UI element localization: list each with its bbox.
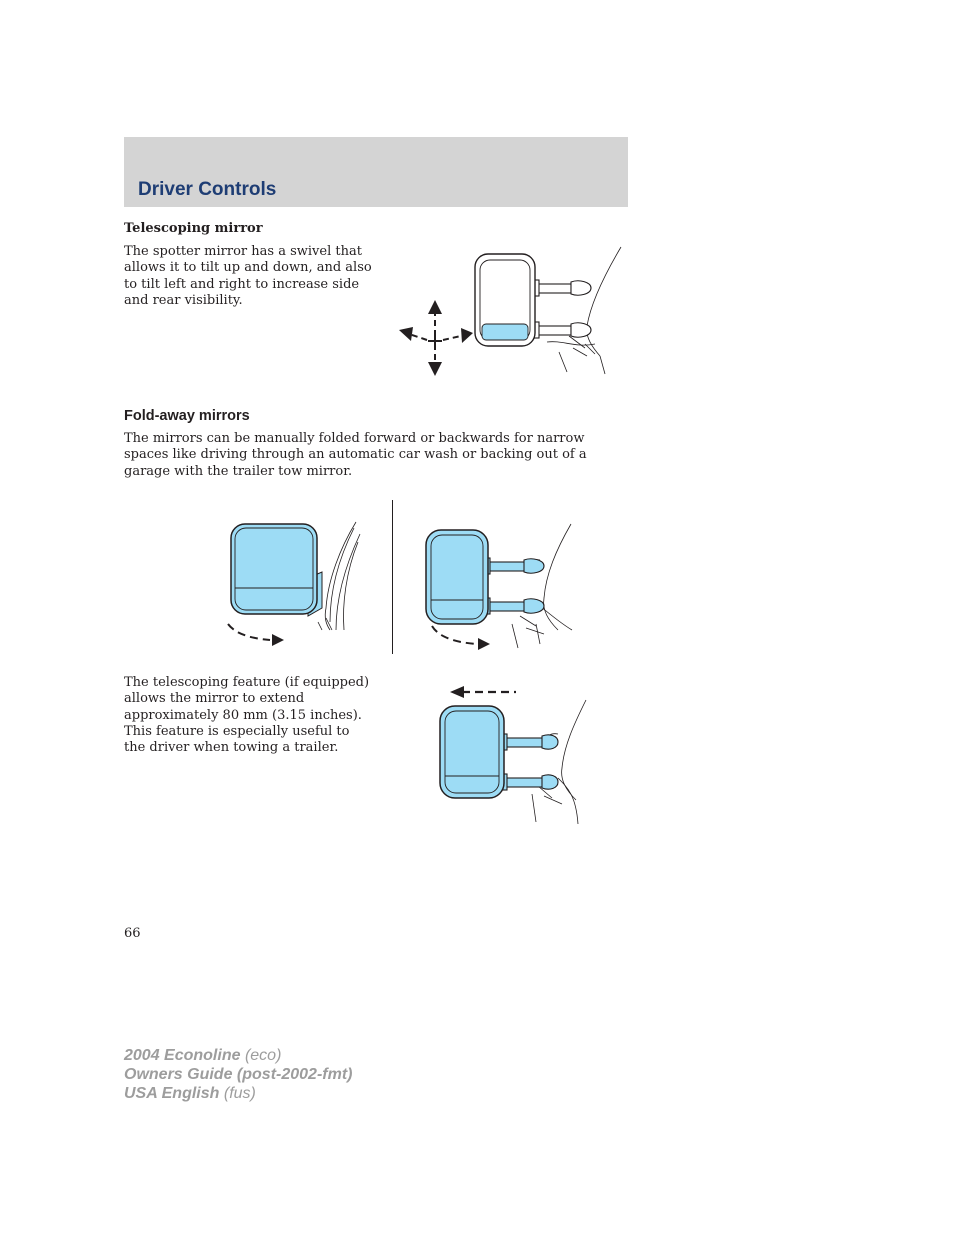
page-number: 66 — [124, 926, 141, 941]
folded-back-mirror-illustration — [420, 520, 575, 652]
telescoping-heading: Telescoping mirror — [124, 221, 263, 236]
foldaway-body: The mirrors can be manually folded forward or backwards for narrow spaces like driving through an automatic car wash or backing out of a garage with the trailer tow mirror. — [124, 431, 587, 479]
figure-divider — [392, 500, 393, 654]
footer-line-1 — [124, 1046, 352, 1065]
document-footer — [124, 1046, 352, 1103]
section-title: Driver Controls — [138, 179, 277, 200]
footer-language: USA English — [124, 1085, 220, 1102]
footer-guide: Owners Guide (post-2002-fmt) — [124, 1066, 353, 1083]
section-header — [124, 137, 628, 207]
footer-model: 2004 Econoline — [124, 1047, 241, 1064]
footer-line-2 — [124, 1065, 352, 1084]
folded-mirror-illustration — [222, 518, 372, 650]
telescoping-body: The spotter mirror has a swivel that allows it to tilt up and down, and also to tilt left and right to increase side and rear visibility. — [124, 244, 372, 308]
extend-body: The telescoping feature (if equipped) allows the mirror to extend approximately 80 mm (3.15 inches). This feature is especially useful to the driver when towing a trailer. — [124, 675, 370, 756]
foldaway-heading: Fold-away mirrors — [124, 408, 250, 424]
footer-language-code: (fus) — [223, 1085, 256, 1102]
footer-line-3 — [124, 1084, 352, 1103]
extended-mirror-illustration — [436, 682, 586, 827]
footer-model-code: (eco) — [244, 1047, 282, 1064]
spotter-mirror-illustration — [395, 244, 630, 380]
